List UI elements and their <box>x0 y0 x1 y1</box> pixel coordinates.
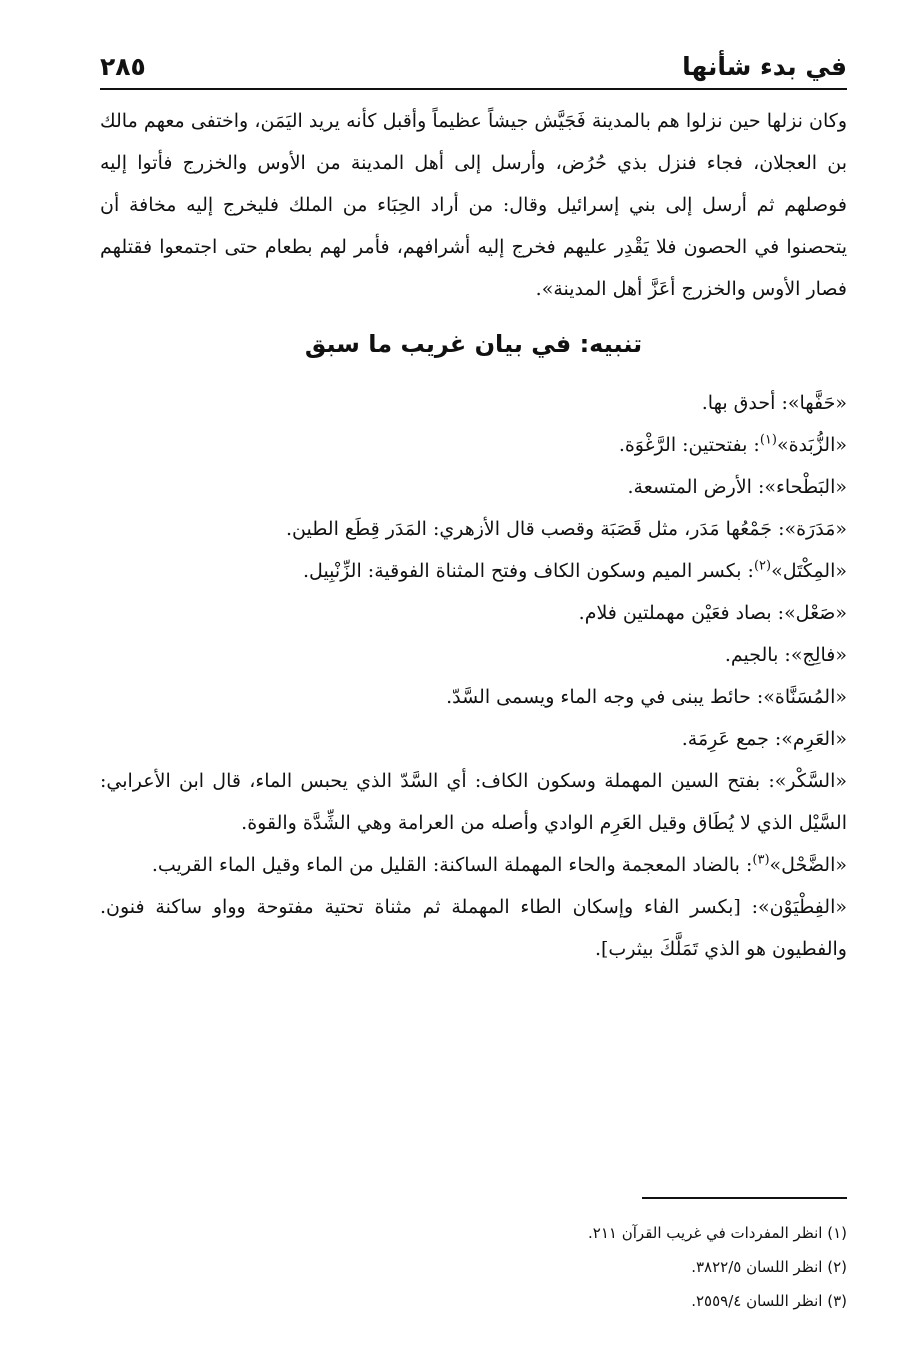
glossary-entry <box>100 466 847 508</box>
glossary-entry <box>100 424 847 466</box>
glossary-entry <box>100 508 847 550</box>
glossary-entry <box>100 886 847 970</box>
glossary-definition: : بكسر الميم وسكون الكاف وفتح المثناة الفوقية: الزِّنْبِيل. <box>303 560 754 582</box>
glossary-entry <box>100 592 847 634</box>
glossary-entry <box>100 382 847 424</box>
glossary-entry <box>100 550 847 592</box>
main-text <box>100 100 847 970</box>
footnote-divider <box>642 1197 847 1199</box>
glossary-definition: : بفتح السين المهملة وسكون الكاف: أي السَّدّ الذي يحبس الماء، قال ابن الأعرابي: السَّيْل الذي لا يُطَاق وقيل العَرِم الوادي وأصله من العرامة وهي الشِّدَّة والقوة. <box>100 770 847 834</box>
footnotes <box>100 1216 847 1318</box>
glossary-term: «الزُّبَدة» <box>776 434 847 456</box>
glossary-definition: : أحدق بها. <box>701 392 788 414</box>
footnote-2: (٢) انظر اللسان ٣٨٢٢/٥. <box>691 1258 847 1276</box>
glossary-term: «العَرِم» <box>781 728 847 750</box>
glossary-definition: : بالجيم. <box>724 644 791 666</box>
glossary-entry <box>100 676 847 718</box>
page-number: ٢٨٥ <box>100 52 146 81</box>
section-heading: تنبيه: في بيان غريب ما سبق <box>304 330 643 358</box>
glossary-term: «المُسَنَّاة» <box>763 686 847 708</box>
footnote-reference: (١) <box>759 432 777 448</box>
header-title: في بدء شأنها <box>682 52 847 81</box>
glossary-term: «البَطْحاء» <box>764 476 847 498</box>
running-header <box>100 48 847 90</box>
glossary-term: «حَفَّها» <box>787 392 847 414</box>
glossary-definition: : جمع عَرِمَة. <box>681 728 782 750</box>
glossary-entry <box>100 634 847 676</box>
glossary-entry <box>100 718 847 760</box>
footnote-3: (٣) انظر اللسان ٢٥٥٩/٤. <box>691 1292 847 1310</box>
glossary-definition: : [بكسر الفاء وإسكان الطاء المهملة ثم مثناة تحتية مفتوحة وواو ساكنة فنون. والفطيون هو الذي تَمَلَّكَ بيثرب]. <box>100 896 847 960</box>
glossary-entry <box>100 760 847 844</box>
footnote-1: (١) انظر المفردات في غريب القرآن ٢١١. <box>588 1224 847 1242</box>
glossary-term: «فالِج» <box>790 644 847 666</box>
glossary-definition: : جَمْعُها مَدَر، مثل قَصَبَة وقصب قال الأزهري: المَدَر قِطَع الطين. <box>285 518 785 540</box>
glossary-term: «صَعْل» <box>784 602 847 624</box>
glossary-term: «الفِطْيَوْن» <box>757 896 847 918</box>
glossary-term: «مَدَرَة» <box>784 518 847 540</box>
glossary-definition: : بفتحتين: الرَّغْوَة. <box>618 434 760 456</box>
glossary-definition: : بالضاد المعجمة والحاء المهملة الساكنة: القليل من الماء وقيل الماء القريب. <box>151 854 753 876</box>
footnote-reference: (٢) <box>753 558 772 574</box>
footnote-reference: (٣) <box>752 852 770 868</box>
glossary-term: «الضَّحْل» <box>769 854 847 876</box>
glossary-definition: : الأرض المتسعة. <box>627 476 765 498</box>
glossary-entry <box>100 844 847 886</box>
glossary-term: «المِكْتَل» <box>771 560 847 582</box>
glossary-term: «السَّكْر» <box>774 770 847 792</box>
opening-paragraph: وكان نزلها حين نزلوا هم بالمدينة فَجَيَّش جيشاً عظيماً وأقبل كأنه يريد اليَمَن، واختفى معهم مالك بن العجلان، فجاء فنزل بذي حُرُض، وأرسل إلى أهل المدينة من الأوس والخزرج فأتوا إليه فوصلهم ثم أرسل إلى بني إسرائيل وقال: من أراد الحِبَاء من الملك فليخرج إليه مخافة أن يتحصنوا في الحصون فلا يَقْدِر عليهم فخرج إليه أشرافهم، فأمر لهم بطعام حتى اجتمعوا فقتلهم فصار الأوس والخزرج أعَزَّ أهل المدينة». <box>100 110 847 300</box>
glossary-list <box>100 382 847 970</box>
glossary-definition: : بصاد فعَيْن مهملتين فلام. <box>578 602 785 624</box>
glossary-definition: : حائط يبنى في وجه الماء ويسمى السَّدّ. <box>446 686 764 708</box>
